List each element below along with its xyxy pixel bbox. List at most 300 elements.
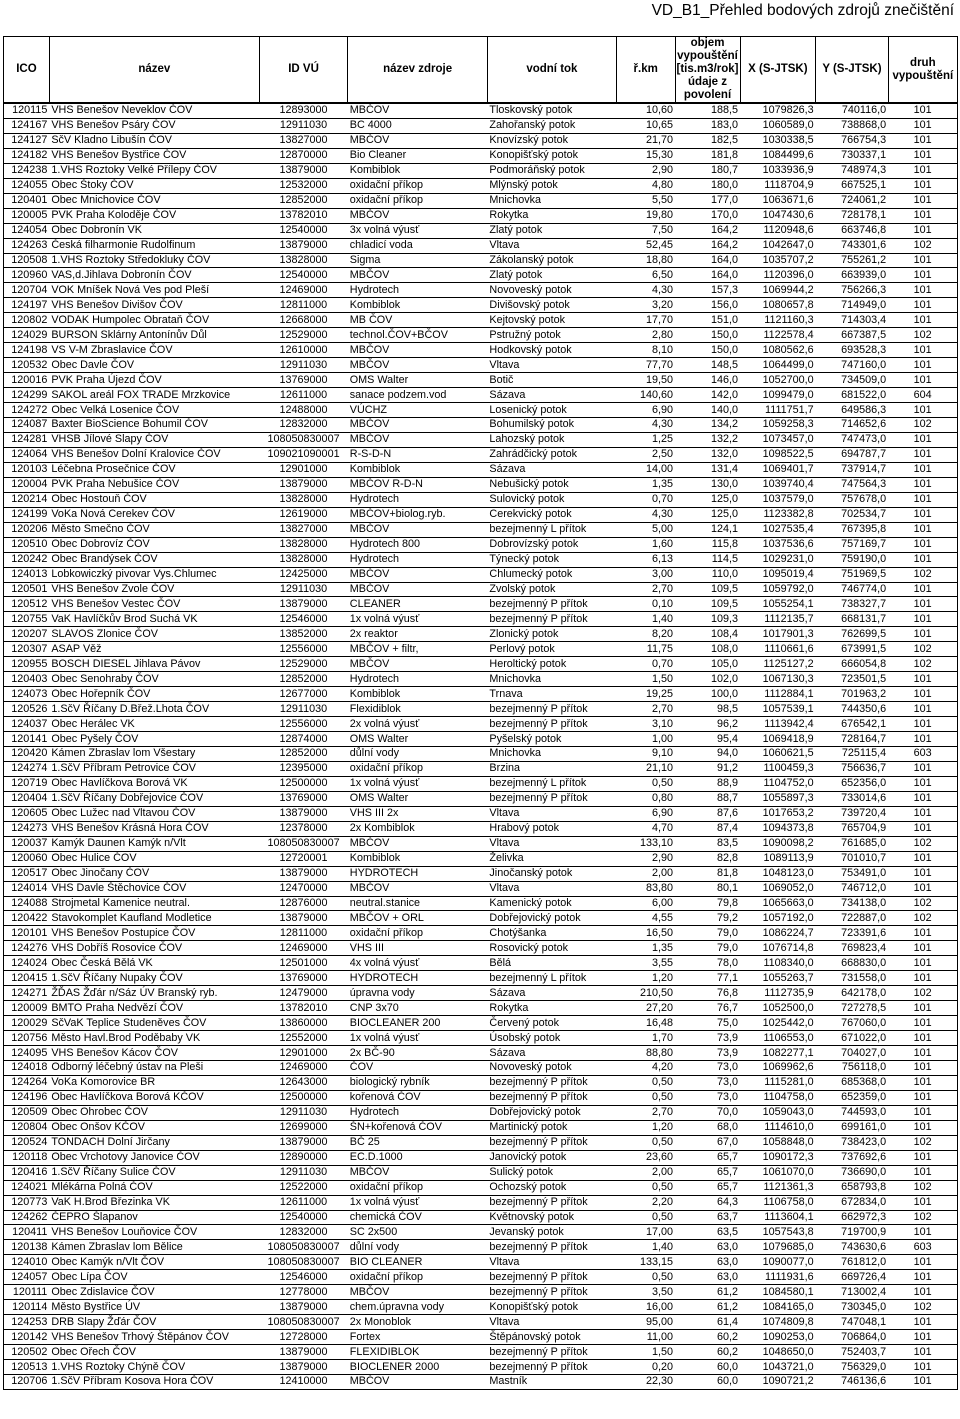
cell-nazev-zdroje: Sigma (348, 253, 488, 268)
table-row (4, 1090, 958, 1105)
cell-vodni-tok: Vltava (487, 836, 616, 851)
cell-ico: 120005 (4, 208, 50, 223)
cell-ico: 120401 (4, 193, 50, 208)
cell-rkm: 1,20 (616, 1120, 675, 1135)
cell-druh: 101 (888, 687, 957, 702)
cell-vodni-tok: Zákolanský potok (487, 253, 616, 268)
cell-druh: 101 (888, 1315, 957, 1330)
cell-id-vu: 12911030 (259, 1105, 347, 1120)
cell-rkm: 1,40 (616, 612, 675, 627)
cell-druh: 101 (888, 1120, 957, 1135)
cell-y: 676542,1 (816, 717, 888, 732)
cell-y: 722887,0 (816, 911, 888, 926)
cell-vodni-tok: Sulovický potok (487, 492, 616, 507)
cell-druh: 101 (888, 866, 957, 881)
cell-id-vu: 13879000 (259, 1135, 347, 1150)
cell-druh: 101 (888, 1255, 957, 1270)
table-row (4, 208, 958, 223)
cell-druh: 101 (888, 447, 957, 462)
cell-x: 1069052,0 (740, 881, 816, 896)
cell-vodni-tok: Vltava (487, 358, 616, 373)
cell-druh: 102 (888, 896, 957, 911)
cell-id-vu: 13852000 (259, 627, 347, 642)
cell-nazev: Obec Onšov KČOV (49, 1120, 259, 1135)
cell-rkm: 21,70 (616, 133, 675, 148)
cell-id-vu: 108050830007 (259, 1255, 347, 1270)
cell-id-vu: 108050830007 (259, 1315, 347, 1330)
cell-ico: 124055 (4, 178, 50, 193)
cell-rkm: 17,00 (616, 1225, 675, 1240)
cell-vodni-tok: Rokytka (487, 1001, 616, 1016)
cell-y: 671022,0 (816, 1031, 888, 1046)
cell-nazev: VHS Benešov Psáry ČOV (49, 118, 259, 133)
cell-y: 662972,3 (816, 1210, 888, 1225)
cell-x: 1084580,1 (740, 1285, 816, 1300)
header-nazev-zdroje: název zdroje (348, 37, 488, 104)
cell-x: 1069418,9 (740, 732, 816, 747)
cell-nazev-zdroje: MBČOV (348, 268, 488, 283)
cell-x: 1113604,1 (740, 1210, 816, 1225)
table-row (4, 627, 958, 642)
cell-ico: 120802 (4, 313, 50, 328)
cell-nazev-zdroje: MBČOV (348, 103, 488, 118)
cell-nazev-zdroje: chemická ČOV (348, 1210, 488, 1225)
cell-druh: 102 (888, 657, 957, 672)
cell-druh: 101 (888, 313, 957, 328)
cell-x: 1033936,9 (740, 163, 816, 178)
cell-x: 1090721,2 (740, 1375, 816, 1390)
table-row (4, 313, 958, 328)
cell-nazev: Česká filharmonie Rudolfinum (49, 238, 259, 253)
cell-rkm: 0,10 (616, 597, 675, 612)
cell-ico: 120060 (4, 851, 50, 866)
cell-x: 1052700,0 (740, 373, 816, 388)
cell-x: 1099479,0 (740, 388, 816, 403)
cell-rkm: 27,20 (616, 1001, 675, 1016)
cell-nazev-zdroje: oxidační příkop (348, 761, 488, 776)
cell-objem: 65,7 (675, 1165, 740, 1180)
cell-x: 1017901,3 (740, 627, 816, 642)
cell-druh: 101 (888, 821, 957, 836)
cell-objem: 88,7 (675, 791, 740, 806)
cell-y: 762699,5 (816, 627, 888, 642)
cell-objem: 75,0 (675, 1016, 740, 1031)
cell-x: 1060589,0 (740, 118, 816, 133)
cell-rkm: 1,35 (616, 941, 675, 956)
cell-nazev: VHS Benešov Postupice ČOV (49, 926, 259, 941)
cell-ico: 124262 (4, 1210, 50, 1225)
cell-nazev: Kamýk Daunen Kamýk n/Vlt (49, 836, 259, 851)
cell-nazev: VoKa Komorovice BR (49, 1075, 259, 1090)
cell-druh: 101 (888, 1225, 957, 1240)
cell-objem: 157,3 (675, 283, 740, 298)
cell-nazev-zdroje: 1x volná výusť (348, 1031, 488, 1046)
cell-nazev-zdroje: chem.úpravna vody (348, 1300, 488, 1315)
cell-rkm: 6,90 (616, 806, 675, 821)
cell-id-vu: 13879000 (259, 477, 347, 492)
table-row (4, 1046, 958, 1061)
cell-x: 1055263,7 (740, 971, 816, 986)
cell-vodni-tok: Konopišťský potok (487, 1300, 616, 1315)
cell-objem: 100,0 (675, 687, 740, 702)
cell-id-vu: 13782010 (259, 208, 347, 223)
cell-id-vu: 13782010 (259, 1001, 347, 1016)
cell-nazev-zdroje: MBČOV (348, 567, 488, 582)
table-row (4, 971, 958, 986)
cell-nazev: Obec Zdislavice ČOV (49, 1285, 259, 1300)
table-row (4, 522, 958, 537)
cell-y: 723501,5 (816, 672, 888, 687)
cell-y: 702534,7 (816, 507, 888, 522)
cell-druh: 101 (888, 582, 957, 597)
cell-objem: 73,0 (675, 1061, 740, 1076)
cell-x: 1076714,8 (740, 941, 816, 956)
cell-nazev-zdroje: Hydrotech (348, 283, 488, 298)
cell-rkm: 2,70 (616, 582, 675, 597)
cell-rkm: 133,15 (616, 1255, 675, 1270)
table-body (4, 103, 958, 1389)
cell-nazev: Obec Lípa ČOV (49, 1270, 259, 1285)
cell-nazev-zdroje: OMS Walter (348, 791, 488, 806)
cell-id-vu: 108050830007 (259, 432, 347, 447)
cell-objem: 150,0 (675, 328, 740, 343)
cell-vodni-tok: Trnava (487, 687, 616, 702)
cell-y: 730345,0 (816, 1300, 888, 1315)
table-row (4, 418, 958, 433)
cell-objem: 82,8 (675, 851, 740, 866)
cell-y: 756329,0 (816, 1360, 888, 1375)
table-row (4, 911, 958, 926)
cell-nazev: Kámen Zbraslav lom Všestary (49, 746, 259, 761)
cell-nazev-zdroje: EC.D.1000 (348, 1150, 488, 1165)
table-row (4, 821, 958, 836)
cell-id-vu: 12529000 (259, 328, 347, 343)
cell-id-vu: 12832000 (259, 418, 347, 433)
cell-id-vu: 12901000 (259, 1046, 347, 1061)
table-row (4, 1300, 958, 1315)
table-row (4, 776, 958, 791)
cell-nazev: VHS Benešov Dolní Kralovice ČOV (49, 447, 259, 462)
cell-nazev: TONDACH Dolní Jirčany (49, 1135, 259, 1150)
cell-y: 755261,2 (816, 253, 888, 268)
cell-druh: 603 (888, 746, 957, 761)
cell-nazev-zdroje: 1x volná výusť (348, 612, 488, 627)
cell-y: 668131,7 (816, 612, 888, 627)
cell-objem: 64,3 (675, 1195, 740, 1210)
cell-y: 740116,0 (816, 103, 888, 118)
cell-vodni-tok: Heroltický potok (487, 657, 616, 672)
cell-nazev-zdroje: 1x volná výusť (348, 1195, 488, 1210)
cell-x: 1039740,4 (740, 477, 816, 492)
cell-nazev-zdroje: BIOCLENER 2000 (348, 1360, 488, 1375)
cell-rkm: 95,00 (616, 1315, 675, 1330)
cell-ico: 120115 (4, 103, 50, 118)
cell-nazev-zdroje: Bio Cleaner (348, 148, 488, 163)
cell-ico: 120955 (4, 657, 50, 672)
cell-ico: 124199 (4, 507, 50, 522)
cell-objem: 170,0 (675, 208, 740, 223)
cell-druh: 101 (888, 552, 957, 567)
cell-nazev: VAS,d.Jihlava Dobronín ČOV (49, 268, 259, 283)
cell-id-vu: 12911030 (259, 1165, 347, 1180)
cell-objem: 76,7 (675, 1001, 740, 1016)
cell-nazev: Obec Hulice ČOV (49, 851, 259, 866)
cell-x: 1057543,8 (740, 1225, 816, 1240)
cell-rkm: 4,30 (616, 283, 675, 298)
cell-x: 1112884,1 (740, 687, 816, 702)
cell-objem: 76,8 (675, 986, 740, 1001)
cell-ico: 124182 (4, 148, 50, 163)
cell-nazev: BMTO Praha Nedvězí ČOV (49, 1001, 259, 1016)
table-row (4, 432, 958, 447)
cell-rkm: 2,50 (616, 447, 675, 462)
cell-y: 767395,8 (816, 522, 888, 537)
cell-nazev-zdroje: Kombiblok (348, 163, 488, 178)
cell-x: 1065663,0 (740, 896, 816, 911)
table-row (4, 358, 958, 373)
cell-objem: 164,0 (675, 268, 740, 283)
table-row (4, 1330, 958, 1345)
cell-ico: 124281 (4, 432, 50, 447)
cell-y: 701963,2 (816, 687, 888, 702)
cell-x: 1090077,0 (740, 1255, 816, 1270)
cell-nazev: 1.SčV Příbram Petrovice ČOV (49, 761, 259, 776)
cell-nazev: Obec Vrchotovy Janovice ČOV (49, 1150, 259, 1165)
cell-x: 1089113,9 (740, 851, 816, 866)
cell-id-vu: 12378000 (259, 821, 347, 836)
cell-nazev: Obec Pyšely ČOV (49, 732, 259, 747)
cell-id-vu: 12425000 (259, 567, 347, 582)
table-row (4, 552, 958, 567)
cell-rkm: 22,30 (616, 1375, 675, 1390)
cell-druh: 101 (888, 103, 957, 118)
cell-vodni-tok: Tloskovský potok (487, 103, 616, 118)
cell-y: 727278,5 (816, 1001, 888, 1016)
cell-objem: 63,0 (675, 1270, 740, 1285)
cell-rkm: 1,25 (616, 432, 675, 447)
cell-vodni-tok: bezejmenný L přítok (487, 971, 616, 986)
cell-nazev: BURSON Sklárny Antonínův Důl (49, 328, 259, 343)
cell-ico: 120103 (4, 462, 50, 477)
cell-nazev-zdroje: ŠN+kořenová ČOV (348, 1120, 488, 1135)
cell-rkm: 210,50 (616, 986, 675, 1001)
cell-x: 1112135,7 (740, 612, 816, 627)
cell-objem: 177,0 (675, 193, 740, 208)
cell-rkm: 19,50 (616, 373, 675, 388)
cell-nazev-zdroje: HYDROTECH (348, 866, 488, 881)
cell-rkm: 6,00 (616, 896, 675, 911)
cell-id-vu: 12677000 (259, 687, 347, 702)
cell-nazev-zdroje: MBČOV + ORL (348, 911, 488, 926)
cell-objem: 70,0 (675, 1105, 740, 1120)
cell-nazev: Obec Senohraby ČOV (49, 672, 259, 687)
cell-x: 1079685,0 (740, 1240, 816, 1255)
cell-objem: 131,4 (675, 462, 740, 477)
cell-nazev-zdroje: BIO CLEANER (348, 1255, 488, 1270)
cell-x: 1069962,6 (740, 1061, 816, 1076)
cell-y: 701010,7 (816, 851, 888, 866)
cell-x: 1074809,8 (740, 1315, 816, 1330)
cell-vodni-tok: bezejmenný P přítok (487, 1360, 616, 1375)
cell-id-vu: 12911030 (259, 358, 347, 373)
cell-y: 746136,6 (816, 1375, 888, 1390)
cell-rkm: 2,90 (616, 851, 675, 866)
cell-rkm: 19,80 (616, 208, 675, 223)
cell-ico: 124087 (4, 418, 50, 433)
cell-druh: 101 (888, 193, 957, 208)
cell-nazev-zdroje: HYDROTECH (348, 971, 488, 986)
cell-y: 738327,7 (816, 597, 888, 612)
table-row (4, 163, 958, 178)
cell-x: 1121361,3 (740, 1180, 816, 1195)
cell-vodni-tok: Lahozský potok (487, 432, 616, 447)
cell-nazev-zdroje: oxidační příkop (348, 1270, 488, 1285)
cell-nazev: 1.VHS Roztoky Středokluky ČOV (49, 253, 259, 268)
cell-druh: 101 (888, 492, 957, 507)
cell-y: 737914,7 (816, 462, 888, 477)
cell-nazev: VaK Havlíčkův Brod Suchá VK (49, 612, 259, 627)
cell-id-vu: 12890000 (259, 1150, 347, 1165)
cell-nazev-zdroje: kořenová ČOV (348, 1090, 488, 1105)
cell-nazev-zdroje: BČ 25 (348, 1135, 488, 1150)
cell-ico: 120016 (4, 373, 50, 388)
cell-objem: 151,0 (675, 313, 740, 328)
cell-nazev-zdroje: biologický rybník (348, 1075, 488, 1090)
cell-druh: 101 (888, 717, 957, 732)
cell-y: 714949,0 (816, 298, 888, 313)
cell-rkm: 11,00 (616, 1330, 675, 1345)
cell-nazev: VHSB Jílové Slapy ČOV (49, 432, 259, 447)
cell-vodni-tok: bezejmenný P přítok (487, 1075, 616, 1090)
cell-y: 663746,8 (816, 223, 888, 238)
cell-vodni-tok: bezejmenný P přítok (487, 1135, 616, 1150)
cell-ico: 120719 (4, 776, 50, 791)
cell-druh: 101 (888, 851, 957, 866)
cell-objem: 105,0 (675, 657, 740, 672)
table-row (4, 1135, 958, 1150)
cell-nazev: SčV Kladno Libušín ČOV (49, 133, 259, 148)
cell-objem: 68,0 (675, 1120, 740, 1135)
cell-nazev: VHS Benešov Kácov ČOV (49, 1046, 259, 1061)
cell-rkm: 1,40 (616, 1240, 675, 1255)
cell-x: 1067130,3 (740, 672, 816, 687)
cell-id-vu: 12546000 (259, 612, 347, 627)
cell-nazev: Obec Kamýk n/Vlt ČOV (49, 1255, 259, 1270)
cell-vodni-tok: Nebušický potok (487, 477, 616, 492)
cell-y: 756636,7 (816, 761, 888, 776)
cell-nazev-zdroje: oxidační příkop (348, 1180, 488, 1195)
cell-ico: 120214 (4, 492, 50, 507)
cell-druh: 101 (888, 403, 957, 418)
cell-nazev-zdroje: BC 4000 (348, 118, 488, 133)
cell-objem: 124,1 (675, 522, 740, 537)
cell-druh: 102 (888, 328, 957, 343)
cell-id-vu: 12611000 (259, 388, 347, 403)
cell-nazev-zdroje: sanace podzem.vod (348, 388, 488, 403)
cell-y: 748974,3 (816, 163, 888, 178)
cell-ico: 124198 (4, 343, 50, 358)
cell-rkm: 0,70 (616, 657, 675, 672)
cell-nazev: Město Bystřice ÚV (49, 1300, 259, 1315)
cell-ico: 120118 (4, 1150, 50, 1165)
cell-id-vu: 108050830007 (259, 836, 347, 851)
cell-y: 685368,0 (816, 1075, 888, 1090)
cell-ico: 120532 (4, 358, 50, 373)
cell-nazev: Obec Havlíčkova Borová VK (49, 776, 259, 791)
cell-ico: 120242 (4, 552, 50, 567)
cell-vodni-tok: Jinočanský potok (487, 866, 616, 881)
cell-ico: 120037 (4, 836, 50, 851)
table-row (4, 567, 958, 582)
cell-druh: 102 (888, 418, 957, 433)
table-row (4, 1225, 958, 1240)
cell-ico: 120101 (4, 926, 50, 941)
cell-ico: 124271 (4, 986, 50, 1001)
cell-ico: 124127 (4, 133, 50, 148)
cell-ico: 120307 (4, 642, 50, 657)
cell-id-vu: 12479000 (259, 986, 347, 1001)
cell-rkm: 6,50 (616, 268, 675, 283)
cell-vodni-tok: Chotýšanka (487, 926, 616, 941)
cell-vodni-tok: Sázava (487, 462, 616, 477)
cell-y: 752403,7 (816, 1345, 888, 1360)
table-row (4, 193, 958, 208)
cell-druh: 101 (888, 926, 957, 941)
cell-ico: 124276 (4, 941, 50, 956)
cell-rkm: 1,60 (616, 537, 675, 552)
cell-ico: 120513 (4, 1360, 50, 1375)
cell-nazev: VOK Mníšek Nová Ves pod Pleší (49, 283, 259, 298)
cell-objem: 146,0 (675, 373, 740, 388)
cell-objem: 164,2 (675, 223, 740, 238)
cell-objem: 156,0 (675, 298, 740, 313)
cell-ico: 124197 (4, 298, 50, 313)
cell-y: 672834,0 (816, 1195, 888, 1210)
cell-x: 1100459,3 (740, 761, 816, 776)
cell-nazev: VHS Benešov Neveklov ČOV (49, 103, 259, 118)
cell-rkm: 0,50 (616, 1270, 675, 1285)
cell-rkm: 0,80 (616, 791, 675, 806)
cell-nazev-zdroje: Hydrotech (348, 1105, 488, 1120)
table-row (4, 1375, 958, 1390)
cell-x: 1043721,0 (740, 1360, 816, 1375)
table-row (4, 1016, 958, 1031)
table-row (4, 597, 958, 612)
cell-rkm: 11,75 (616, 642, 675, 657)
cell-x: 1027535,4 (740, 522, 816, 537)
cell-nazev-zdroje: R-S-D-N (348, 447, 488, 462)
table-row (4, 1285, 958, 1300)
table-row (4, 1120, 958, 1135)
table-row (4, 866, 958, 881)
cell-objem: 109,5 (675, 582, 740, 597)
cell-objem: 88,9 (675, 776, 740, 791)
cell-ico: 124029 (4, 328, 50, 343)
cell-nazev-zdroje: MBČOV (348, 358, 488, 373)
cell-id-vu: 12470000 (259, 881, 347, 896)
cell-objem: 67,0 (675, 1135, 740, 1150)
cell-y: 649586,3 (816, 403, 888, 418)
cell-id-vu: 13879000 (259, 866, 347, 881)
cell-vodni-tok: Vltava (487, 881, 616, 896)
cell-y: 751969,5 (816, 567, 888, 582)
cell-nazev: VHS Benešov Louňovice ČOV (49, 1225, 259, 1240)
cell-id-vu: 12619000 (259, 507, 347, 522)
cell-nazev: PVK Praha Újezd ČOV (49, 373, 259, 388)
cell-ico: 124054 (4, 223, 50, 238)
cell-druh: 101 (888, 1105, 957, 1120)
cell-objem: 108,4 (675, 627, 740, 642)
